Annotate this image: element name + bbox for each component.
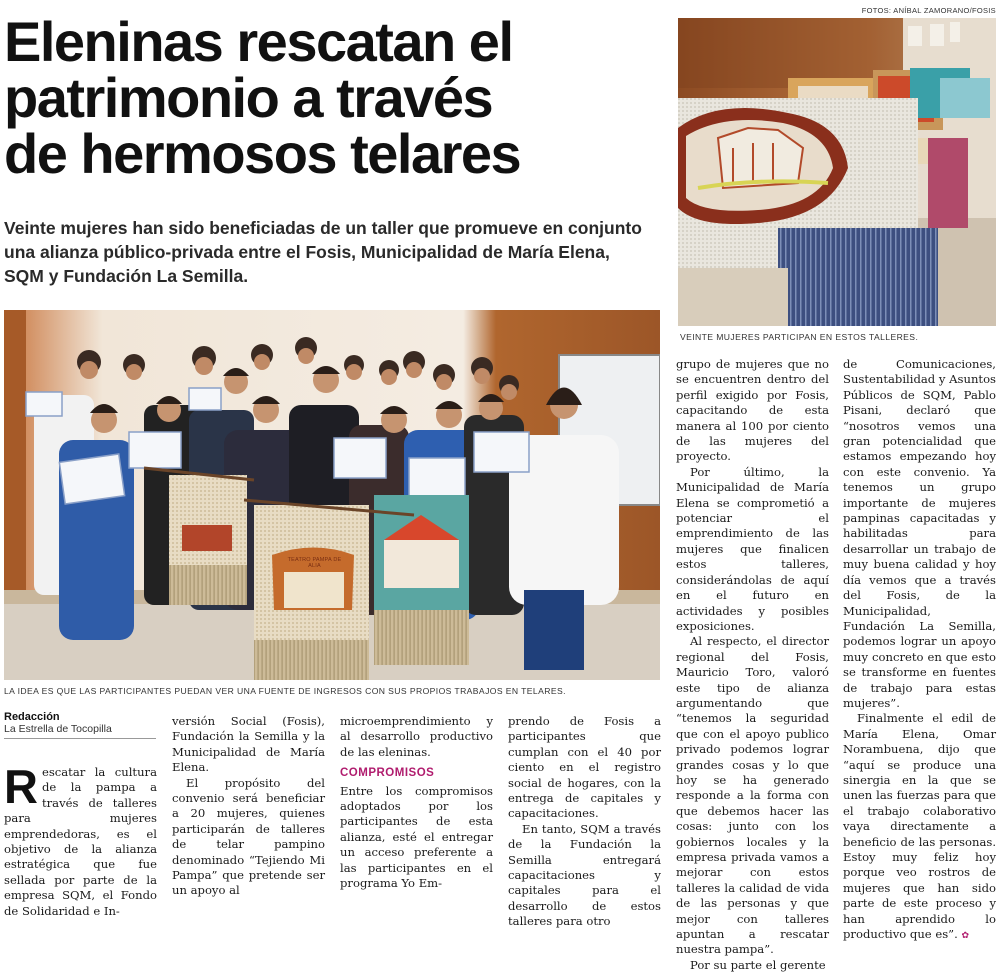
byline xyxy=(4,711,156,739)
byline-name: Redacción xyxy=(4,711,60,723)
group-photo xyxy=(4,310,660,680)
tapestry-label: TEATRO PAMPA DE ALIA xyxy=(287,557,342,569)
photo-credit: FOTOS: ANÍBAL ZAMORANO/FOSIS xyxy=(861,6,996,15)
article-paragraph: Entre los compromisos adoptados por los participantes de esta alianza, esté el entregar un acceso preferente a las participantes en el programa Yo Em- xyxy=(340,783,493,891)
headline-line: Eleninas rescatan el xyxy=(4,10,513,73)
deck-line: Veinte mujeres han sido beneficiadas de un taller que promueve en conjunto xyxy=(4,218,642,238)
article-column-1 xyxy=(4,760,157,919)
headline-line: patrimonio a través xyxy=(4,66,493,129)
deck-line: una alianza público-privada entre el Fosis, Municipalidad de María Elena, xyxy=(4,242,610,262)
section-subhead: COMPROMISOS xyxy=(340,767,435,780)
article-paragraph: Rescatar la cultura de la pampa a través de talleres para mujeres emprendedoras, es el objetivo de la alianza estratégica que fue sellada por parte de la empresa SQM, el Fondo de Solidaridad e In- xyxy=(4,760,157,918)
article-column-2 xyxy=(172,714,325,899)
article-paragraph: Finalmente el edil de María Elena, Omar Norambuena, dijo que “aquí se produce una sinergia en la que se unen las fuerzas para que el trabajo colaborativo vaya directamente a beneficio de las personas. Estoy muy feliz hoy porque veo rostros de mujeres que han sido parte de este proceso y han aprendido lo productivo que es”. ✿ xyxy=(843,711,996,942)
article-paragraph: El propósito del convenio será beneficiar a 20 mujeres, quienes participarán de talleres de telar pampino denominado “Tejiendo Mi Pampa” que pretende ser un apoyo al xyxy=(172,775,325,898)
headline xyxy=(4,10,674,185)
article-paragraph: Por último, la Municipalidad de María Elena se comprometió a potenciar el emprendimiento de las mujeres que finalicen estos talleres, considerándolas de aquí en el futuro en actividades y posibles exposiciones. xyxy=(676,464,829,633)
article-paragraph: de Comunicaciones, Sustentabilidad y Asuntos Públicos de SQM, Pablo Pisani, declaró que “nosotros vemos una gran potencialidad que estamos empezando hoy con este convenio. Ya tenemos un grupo importante de mujeres pampinas capacitadas y habilitadas para desarrollar un trabajo de muy buena calidad y hoy día vemos que a través del Fosis, de la Municipalidad, Fundación La Semilla, podemos lograr un apoyo muy concreto en que esto se transforme en fuentes de trabajo para estas mujeres”. xyxy=(843,357,996,710)
deck-line: SQM y Fundación La Semilla. xyxy=(4,266,249,286)
article-column-4 xyxy=(508,714,661,930)
article-paragraph: microemprendimiento y al desarrollo productivo de las eleninas. xyxy=(340,714,493,759)
article-column-6 xyxy=(843,357,996,944)
headline-line: de hermosos telares xyxy=(4,122,521,185)
article-paragraph: grupo de mujeres que no se encuentren dentro del perfil exigido por Fosis, capacitando de esta manera al 100 por ciento de las mujeres del proyecto. xyxy=(676,357,829,464)
article-paragraph: versión Social (Fosis), Fundación la Semilla y la Municipalidad de María Elena. xyxy=(172,714,325,775)
end-mark-icon: ✿ xyxy=(961,931,970,942)
article-paragraph: Por su parte el gerente xyxy=(690,957,826,972)
article-paragraph: prendo de Fosis a participantes que cumplan con el 40 por ciento en el registro social de hogares, con la entrega de capitales y capacitaciones. xyxy=(508,714,661,821)
article-column-5 xyxy=(676,357,829,973)
article-paragraph: En tanto, SQM a través de la Fundación la Semilla entregará capacitaciones y capitales para el desarrollo de estos talleres para otro xyxy=(508,821,661,929)
byline-org: La Estrella de Tocopilla xyxy=(4,723,112,735)
drop-cap: R xyxy=(4,760,38,813)
loom-photo xyxy=(678,18,996,326)
group-photo-caption: LA IDEA ES QUE LAS PARTICIPANTES PUEDAN VER UNA FUENTE DE INGRESOS CON SUS PROPIOS TRABAJOS EN TELARES. xyxy=(4,686,566,696)
article-column-3 xyxy=(340,714,493,891)
article-paragraph: Al respecto, el director regional del Fosis, Mauricio Toro, valoró este tipo de alianza argumentando que “tenemos la seguridad que con el apoyo publico privado podemos lograr grandes cosas y lo que hoy se ha generado responde a la forma con que debemos hacer las cosas: junto con los gobiernos locales y la empresa privada vamos a mejorar con estos talleres la calidad de vida de las personas y que mejor con talleres apuntan a rescatar nuestra pampa”. xyxy=(676,634,829,957)
group-photo-illustration xyxy=(4,310,660,680)
deck xyxy=(4,216,672,288)
loom-photo-illustration xyxy=(678,18,996,326)
loom-photo-caption: VEINTE MUJERES PARTICIPAN EN ESTOS TALLERES. xyxy=(680,332,919,342)
